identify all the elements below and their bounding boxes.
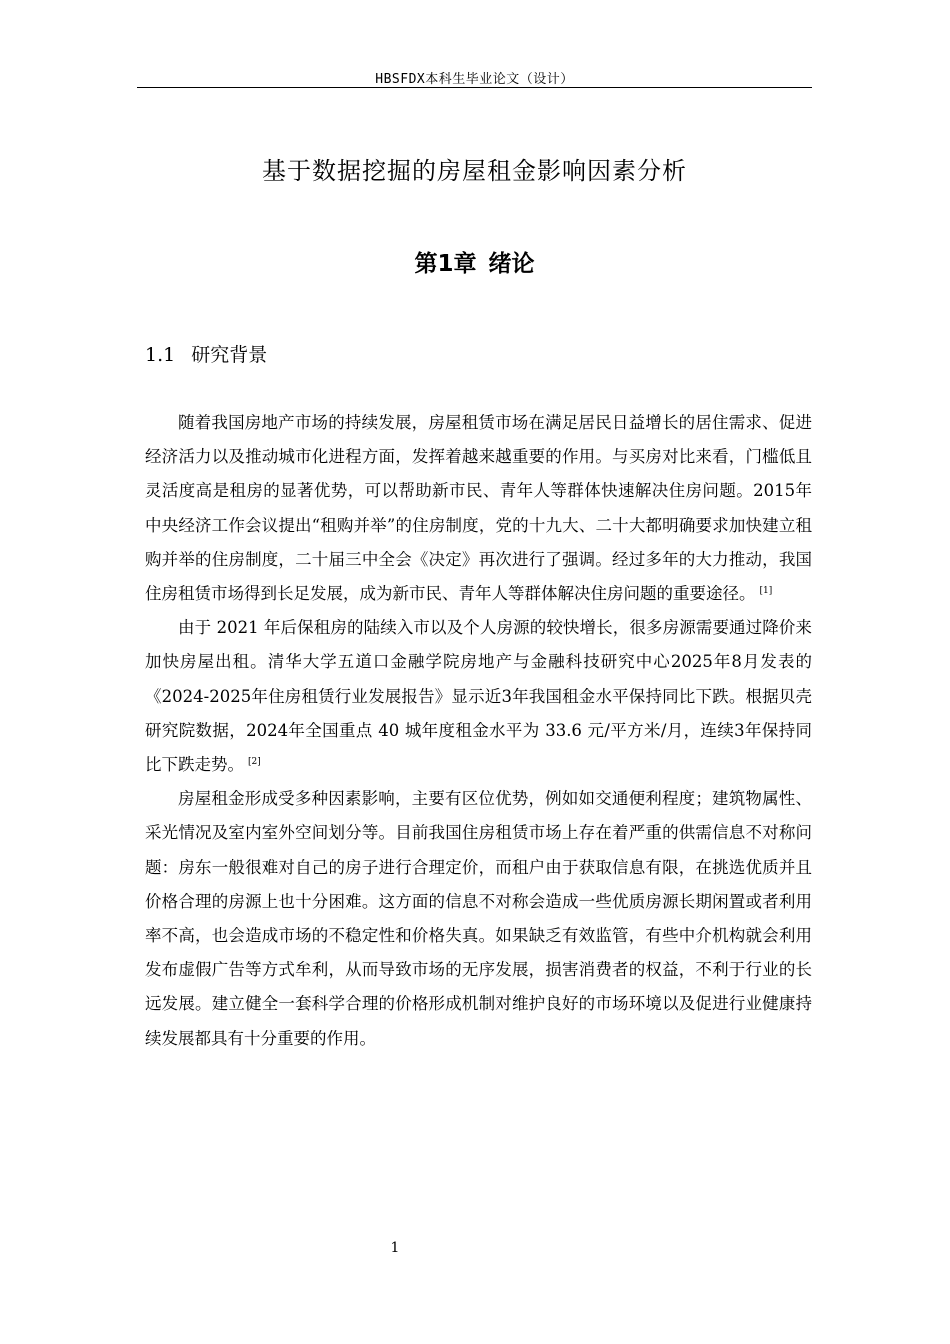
chapter-heading <box>137 245 812 278</box>
paragraph-text: 随着我国房地产市场的持续发展，房屋租赁市场在满足居民日益增长的居住需求、促进经济活力以及推动城市化进程方面，发挥着越来越重要的作用。与买房对比来看，门槛低且灵活度高是租房的显著优势，可以帮助新市民、青年人等群体快速解决住房问题。2015年中央经济工作会议提出“租购并举”的住房制度，党的十九大、二十大都明确要求加快建立租购并举的住房制度，二十届三中全会《决定》再次进行了强调。经过多年的大力推动，我国住房租赁市场得到长足发展，成为新市民、青年人等群体解决住房问题的重要途径。 <box>145 413 812 604</box>
citation-marker[interactable]: [1] <box>759 585 773 596</box>
paragraph <box>145 611 812 782</box>
section-heading <box>145 340 267 367</box>
section-title: 研究背景 <box>191 344 268 366</box>
header-rule <box>137 87 812 88</box>
page-number: 1 <box>390 1240 400 1256</box>
chapter-number: 第1章 <box>414 251 477 277</box>
paragraph <box>145 782 812 1056</box>
body-text <box>145 406 812 1056</box>
running-header: HBSFDX本科生毕业论文（设计） <box>375 72 574 87</box>
citation-marker[interactable]: [2] <box>248 756 261 767</box>
paragraph-text: 由于 2021 年后保租房的陆续入市以及个人房源的较快增长，很多房源需要通过降价来加快房屋出租。清华大学五道口金融学院房地产与金融科技研究中心2025年8月发表的《2024-2025年住房租赁行业发展报告》显示近3年我国租金水平保持同比下跌。根据贝壳研究院数据，2024年全国重点 40 城年度租金水平为 33.6 元/平方米/月，连续3年保持同比下跌走势。 <box>145 618 812 775</box>
section-number: 1.1 <box>145 344 176 366</box>
chapter-title: 绪论 <box>488 251 535 277</box>
paragraph <box>145 406 812 611</box>
paragraph-text: 房屋租金形成受多种因素影响，主要有区位优势，例如如交通便利程度；建筑物属性、采光情况及室内室外空间划分等。目前我国住房租赁市场上存在着严重的供需信息不对称问题：房东一般很难对自己的房子进行合理定价，而租户由于获取信息有限，在挑选优质并且价格合理的房源上也十分困难。这方面的信息不对称会造成一些优质房源长期闲置或者利用率不高，也会造成市场的不稳定性和价格失真。如果缺乏有效监管，有些中介机构就会利用发布虚假广告等方式牟利，从而导致市场的无序发展，损害消费者的权益，不利于行业的长远发展。建立健全一套科学合理的价格形成机制对维护良好的市场环境以及促进行业健康持续发展都具有十分重要的作用。 <box>145 789 812 1048</box>
document-title: 基于数据挖掘的房屋租金影响因素分析 <box>262 157 687 185</box>
